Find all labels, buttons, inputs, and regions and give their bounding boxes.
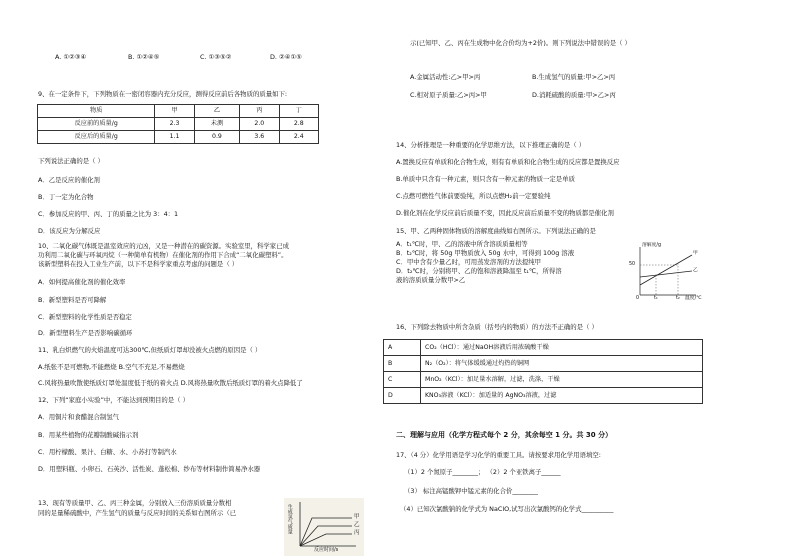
q9-table bbox=[37, 104, 319, 144]
q12-option-a: A．用铜片和食醋混合制氢气 bbox=[38, 413, 120, 421]
q14-stem: 14、分析推理是一种重要的化学思维方法，以下推理正确的是（ ） bbox=[396, 141, 586, 149]
table-cell: 0.9 bbox=[194, 131, 239, 144]
table-cell: 反应后的质量/g bbox=[38, 131, 155, 144]
table-header: 丁 bbox=[279, 105, 318, 118]
q11-stem: 11、乳白炽燃气的火焰温度可达300℃,但纸质灯罩却没被火点燃的原因是（ ） bbox=[38, 346, 262, 354]
q15-option-d: D．t₂℃时，分别将甲、乙的饱和溶液降温至 t₁℃，所得溶 bbox=[396, 267, 562, 275]
q13-line-2: 同的足量稀硫酸中，产生氢气的质量与反应时间的关系如右图所示（已 bbox=[38, 509, 237, 517]
table-cell: 1.1 bbox=[155, 131, 194, 144]
q17-line-1: （1）2 个氮原子________； （2）2 个亚铁离子______ bbox=[404, 468, 561, 476]
q13-graph-xlabel: 反应时间/s bbox=[314, 547, 339, 553]
q17-stem: 17、（4 分）化学用语是学习化学的重要工具。请按要求用化学用语填空: bbox=[396, 451, 601, 459]
q15-graph-label-jia: 甲 bbox=[693, 251, 698, 256]
table-header: 乙 bbox=[194, 105, 239, 118]
q16-stem: 16、下列除去物质中所含杂质（括号内的物质）的方法不正确的是（ ） bbox=[396, 323, 598, 331]
table-cell: 2.3 bbox=[155, 118, 194, 131]
q15-option-b: B．t₂℃时，将 50g 甲物质放入 50g 水中，可得到 100g 溶液 bbox=[396, 249, 575, 257]
q12-option-d: D．用塑料瓶、小卵石、石英沙、活性炭、蓬松棉、纱布等材料制作简易净水器 bbox=[38, 465, 261, 473]
q15-graph-ylabel: 溶解度/g bbox=[642, 243, 662, 248]
table-cell: 3.6 bbox=[240, 131, 279, 144]
q9-option-c: C．参加反应的甲、丙、丁的质量之比为 3：4：1 bbox=[38, 210, 179, 218]
q10-option-d: D．新型塑料生产是否影响碳循环 bbox=[38, 329, 133, 337]
q17-line-3: （4）已知次氯酸钠的化学式为 NaClO,试写出次氯酸钙的化学式__________ bbox=[400, 505, 614, 513]
q14-option-a: A.置换反应有单质和化合物生成，则有有单质和化合物生成的反应都是置换反应 bbox=[396, 158, 620, 166]
q13-graph-ylabel: 生成氢气质量 bbox=[286, 504, 293, 534]
q13-line-1: 13、现有等质量甲、乙、丙三种金属，分别放入三份溶质质量分数相 bbox=[38, 499, 232, 507]
table-cell: A bbox=[384, 340, 421, 356]
q9-option-b: B．丁一定为化合物 bbox=[38, 193, 94, 201]
q10-line-1: 10、二氧化碳气体既是温室效应的元凶，又是一种潜在的碳资源。实验室里，科学家已成 bbox=[38, 242, 289, 250]
q15-graph-xtick-0: 0 bbox=[636, 296, 640, 301]
table-row bbox=[38, 118, 319, 131]
q13-continued: 示(已知甲、乙、丙在生成物中化合价均为+2价)。则下列说法中错误的是（ ） bbox=[410, 39, 631, 47]
q13-option-a: A.金属活动性:乙>甲>丙 bbox=[410, 73, 481, 81]
q15-graph-xlabel: 温度/℃ bbox=[685, 296, 702, 301]
section-2-heading: 二、理解与应用（化学方程式每个 2 分，其余每空 1 分。共 30 分） bbox=[396, 431, 613, 439]
q15-graph-xtick-t1: t₁ bbox=[654, 296, 658, 301]
q17-line-2: （3） 标注高锰酸钾中锰元素的化合价________ bbox=[404, 487, 538, 495]
table-header: 物质 bbox=[38, 105, 155, 118]
q9-option-d: D．该反应为分解反应 bbox=[38, 227, 101, 235]
q14-option-b: B.单质中只含有一种元素，则只含有一种元素的物质一定是单质 bbox=[396, 175, 575, 183]
q11-options-1: A.纸张不是可燃物,不能燃烧 B.空气不充足,不易燃烧 bbox=[38, 363, 185, 371]
table-cell: 反应前的质量/g bbox=[38, 118, 155, 131]
q15-graph-ytick: 50 bbox=[629, 262, 636, 267]
table-cell: N₂（O₂）：将气体缓缓通过灼热的铜网 bbox=[421, 356, 703, 372]
table-cell: CO₂（HCl）：通过NaOH溶液后用浓硫酸干燥 bbox=[421, 340, 703, 356]
table-row bbox=[384, 356, 703, 372]
table-cell: C bbox=[384, 372, 421, 388]
q8-option-a: A. ①②③④ bbox=[55, 53, 87, 61]
table-header: 丙 bbox=[240, 105, 279, 118]
q15-graph-xtick-t2: t₂ bbox=[676, 296, 680, 301]
q15-option-c: C．甲中含有少量乙时，可用蒸发溶剂的方法提纯甲 bbox=[396, 258, 542, 266]
q10-line-2: 功利用二氧化碳与环氧丙烷（一种简单有机物）在催化剂的作用下合成“二氧化碳塑料”。 bbox=[38, 251, 288, 259]
q15-graph bbox=[626, 243, 704, 305]
q15-option-a: A．t₁℃时，甲、乙的溶液中所含溶质质量相等 bbox=[396, 240, 528, 248]
q12-option-b: B．用某些植物的花瓣制酸碱指示剂 bbox=[38, 431, 139, 439]
q10-option-a: A．如何提高催化剂的催化效率 bbox=[38, 278, 126, 286]
table-row bbox=[384, 340, 703, 356]
curve-yi bbox=[640, 271, 692, 277]
q14-option-c: C.点燃可燃性气体前要验纯，所以点燃H₂前一定要验纯 bbox=[396, 192, 551, 200]
q8-option-c: C. ①③⑤② bbox=[200, 53, 232, 61]
q14-option-d: D.催化剂在化学反应前后质量不变，因此反应前后质量不变的物质都是催化剂 bbox=[396, 209, 614, 217]
q12-option-c: C．用柠檬酸、果汁、白糖、水、小苏打等制汽水 bbox=[38, 448, 177, 456]
q15-graph-label-yi: 乙 bbox=[693, 268, 698, 273]
table-cell: 2.0 bbox=[240, 118, 279, 131]
q10-option-c: C．新型塑料的化学性质是否稳定 bbox=[38, 313, 132, 321]
table-cell: 2.8 bbox=[279, 118, 318, 131]
table-row bbox=[38, 131, 319, 144]
table-cell: 2.4 bbox=[279, 131, 318, 144]
q10-option-b: B．新型塑料是否可降解 bbox=[38, 296, 107, 304]
q12-stem: 12、下列“家庭小实验”中，不能达到预期目的是（ ） bbox=[38, 396, 189, 404]
q9-option-a: A．乙是反应的催化剂 bbox=[38, 176, 100, 184]
q13-graph-label-bing: 丙 bbox=[354, 530, 360, 536]
q11-options-2: C.风将热量吹散使纸质灯罩处温度低于纸的着火点 D.风将热量吹散后纸质灯罩的着火点降低了 bbox=[38, 379, 303, 387]
q10-line-3: 该新型塑料在投入工业生产前，以下不是科学家重点考虑的问题是（ ） bbox=[38, 260, 239, 268]
table-row bbox=[384, 372, 703, 388]
curve-jia bbox=[640, 255, 692, 285]
q9-stem: 9、在一定条件下，下列物质在一密闭容器内充分反应，测得反应前后各物质的质量如下: bbox=[38, 90, 288, 98]
table-cell: MnO₂（KCl）：加足量水溶解，过滤，洗涤，干燥 bbox=[421, 372, 703, 388]
q15-option-d-cont: 液的溶质质量分数甲>乙 bbox=[396, 276, 466, 284]
q13-option-c: C.相对原子质量:乙>丙>甲 bbox=[410, 91, 487, 99]
q8-option-d: D. ②④①⑤ bbox=[270, 53, 302, 61]
q8-option-b: B. ①②④⑤ bbox=[128, 53, 160, 61]
table-cell: KNO₃溶液（KCl）：加适量的 AgNO₃溶液，过滤 bbox=[421, 388, 703, 404]
q13-graph-label-jia: 甲 bbox=[354, 514, 360, 520]
q15-stem: 15、甲、乙两种固体物质的溶解度曲线如右图所示。下列说法正确的是 bbox=[396, 227, 596, 235]
table-cell: 未测 bbox=[194, 118, 239, 131]
q13-graph-label-yi: 乙 bbox=[354, 522, 360, 528]
table-row bbox=[384, 388, 703, 404]
q13-graph bbox=[284, 498, 364, 556]
q9-prompt: 下列说法正确的是（ ） bbox=[38, 157, 104, 165]
q13-option-d: D.消耗硫酸的质量:甲>乙>丙 bbox=[532, 91, 616, 99]
table-cell: D bbox=[384, 388, 421, 404]
q13-option-b: B.生成氢气的质量:甲>乙>丙 bbox=[532, 73, 616, 81]
table-header: 甲 bbox=[155, 105, 194, 118]
table-cell: B bbox=[384, 356, 421, 372]
q16-table bbox=[383, 339, 703, 404]
table-row bbox=[38, 105, 319, 118]
